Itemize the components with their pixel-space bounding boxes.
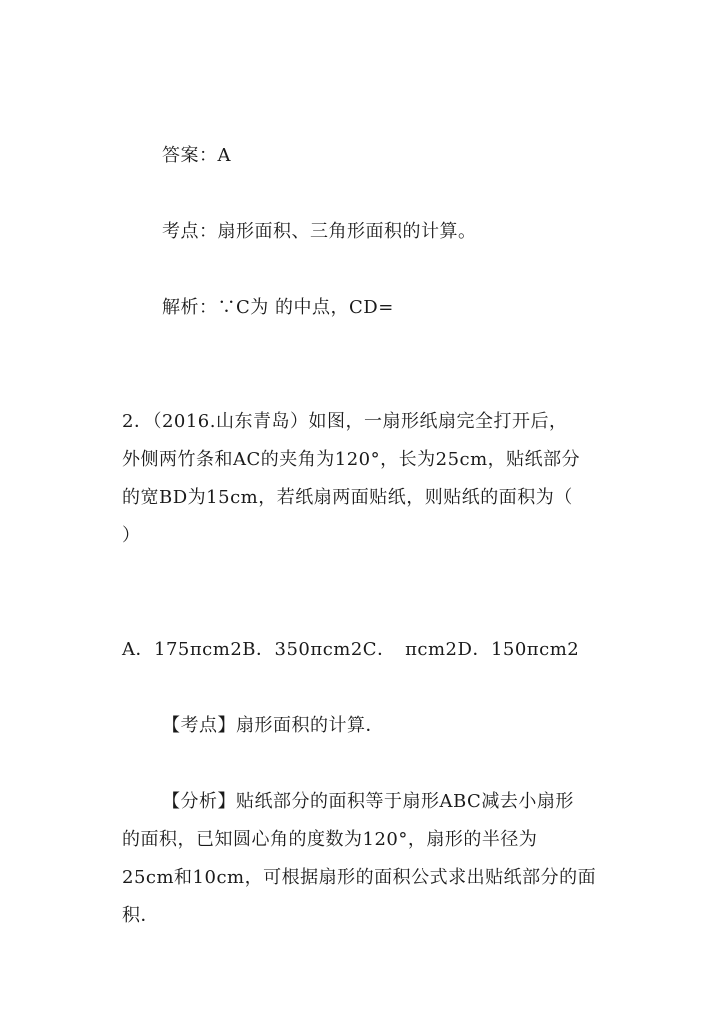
fenxi-line-2: 的面积，已知圆心角的度数为120°，扇形的半径为: [122, 829, 538, 850]
fenxi-line-4: 积．: [122, 905, 159, 926]
kaodian-line: 考点：扇形面积、三角形面积的计算。: [162, 221, 477, 242]
question-line-4: ）: [122, 525, 141, 546]
answer-line: 答案：A: [162, 145, 231, 166]
jiexi-line: 解析：∵C为 的中点，CD=: [162, 297, 394, 318]
question-line-2: 外侧两竹条和AC的夹角为120°，长为25cm，贴纸部分: [122, 449, 581, 470]
options-line: A．175πcm2B．350πcm2C． πcm2D．150πcm2: [122, 639, 580, 660]
fenxi-line-1: 【分析】贴纸部分的面积等于扇形ABC减去小扇形: [162, 791, 574, 812]
fenxi-line-3: 25cm和10cm，可根据扇形的面积公式求出贴纸部分的面: [122, 867, 597, 888]
question-line-1: 2．（2016.山东青岛）如图，一扇形纸扇完全打开后，: [122, 411, 568, 432]
kaodian2-line: 【考点】扇形面积的计算．: [162, 715, 384, 736]
question-line-3: 的宽BD为15cm，若纸扇两面贴纸，则贴纸的面积为（: [122, 487, 573, 508]
